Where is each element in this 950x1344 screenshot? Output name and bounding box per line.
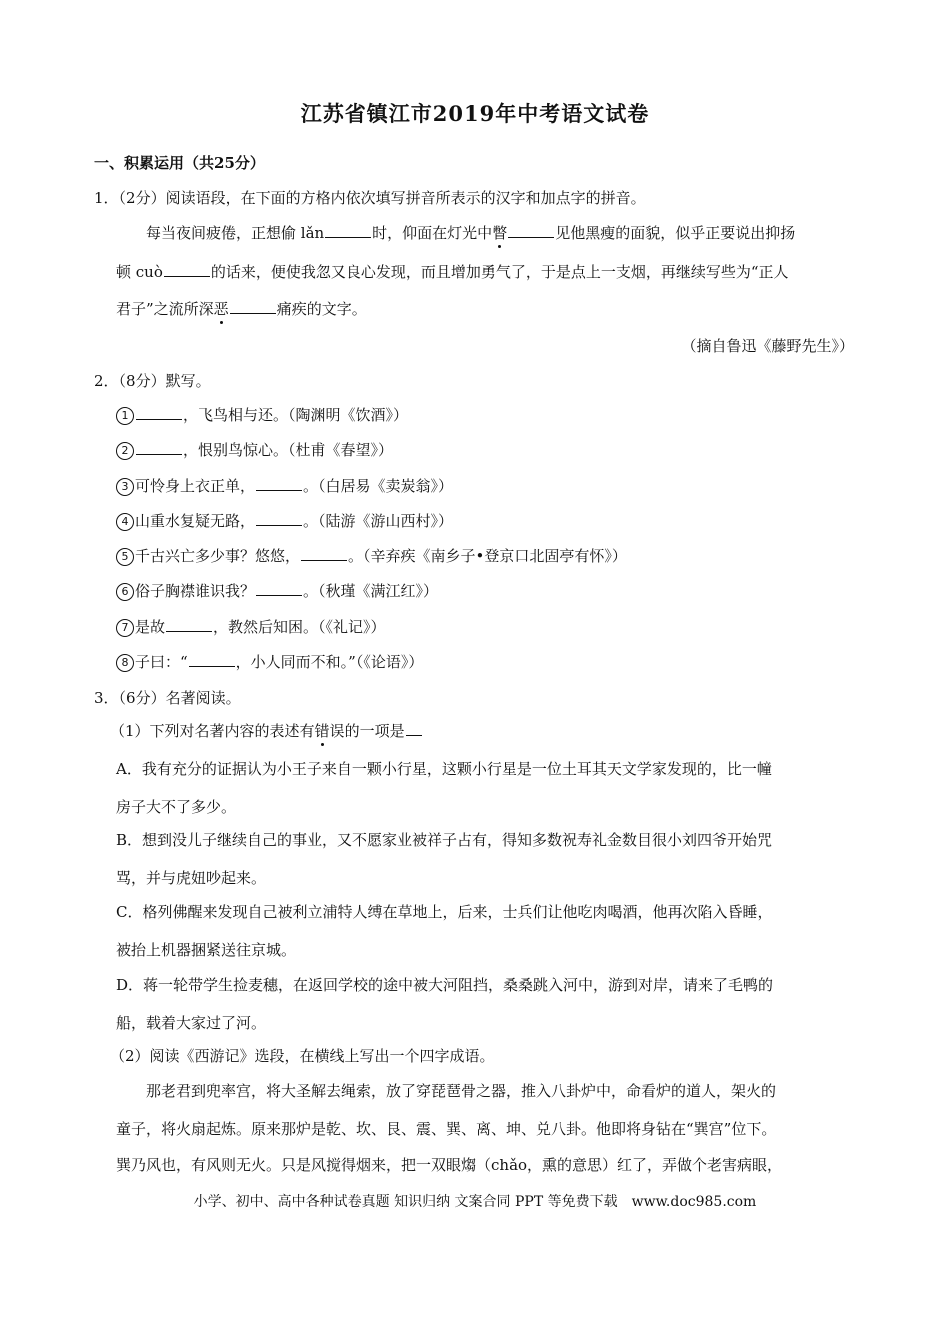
q3-heading: 3．（6分）名著阅读。	[94, 689, 241, 707]
recitation-item	[116, 652, 423, 672]
q1-heading: 1．（2分）阅读语段，在下面的方格内依次填写拼音所表示的汉字和加点字的拼音。	[94, 189, 646, 207]
answer-blank[interactable]	[136, 440, 182, 455]
recitation-item	[116, 617, 386, 637]
dotted-text: 有错误	[299, 722, 345, 740]
answer-blank[interactable]	[164, 262, 210, 277]
item-suffix: 。（白居易《卖炭翁》）	[303, 477, 454, 495]
item-number: 3	[116, 478, 134, 496]
answer-blank[interactable]	[136, 405, 182, 420]
q1-source: （摘自鲁迅《藤野先生》）	[681, 337, 854, 355]
option-c-line-2: 被抬上机器捆紧送往京城。	[116, 941, 297, 959]
q2-heading: 2．（8分）默写。	[94, 372, 211, 390]
answer-blank[interactable]	[256, 476, 302, 491]
recitation-item	[116, 511, 453, 531]
recitation-item	[116, 440, 393, 460]
item-prefix: 俗子胸襟谁识我？	[135, 582, 256, 600]
page-title: 江苏省镇江市2019年中考语文试卷	[300, 101, 650, 126]
answer-blank[interactable]	[166, 617, 212, 632]
answer-blank[interactable]	[301, 546, 347, 561]
option-a-line-2: 房子大不了多少。	[116, 798, 237, 816]
item-prefix: 子曰：“	[135, 653, 188, 671]
item-suffix: 。（辛弃疾《南乡子•登京口北固亭有怀》）	[348, 547, 627, 565]
footer-promo: 小学、初中、高中各种试卷真题 知识归纳 文案合同 PPT 等免费下载 www.doc985.com	[193, 1194, 757, 1210]
item-prefix: 千古兴亡多少事？悠悠，	[135, 547, 301, 565]
answer-blank[interactable]	[406, 721, 422, 736]
answer-blank[interactable]	[256, 511, 302, 526]
item-suffix: ，飞鸟相与还。（陶渊明《饮酒》）	[183, 406, 409, 424]
answer-blank[interactable]	[325, 223, 371, 238]
q1-passage-line-2: 顿 cuò 的话来，便使我忽又良心发现，而且增加勇气了，于是点上一支烟，再继续写些为“正人	[116, 263, 789, 281]
dotted-char: 恶	[213, 300, 229, 318]
passage-line-3: 巽乃风也，有风则无火。只是风搅得烟来，把一双眼煼（chǎo，熏的意思）红了，弄做个老害病眼，	[116, 1156, 783, 1174]
recitation-item	[116, 546, 627, 566]
q3-sub1: （1）下列对名著内容的表述有错误的一项是	[110, 721, 423, 741]
item-suffix: 。（陆游《游山西村》）	[303, 512, 454, 530]
passage-line-1: 那老君到兜率宫，将大圣解去绳索，放了穿琵琶骨之器，推入八卦炉中，命看炉的道人，架火的	[146, 1082, 777, 1100]
item-number: 5	[116, 548, 134, 566]
item-suffix: ，小人同而不和。”（《论语》）	[235, 653, 424, 671]
item-prefix: 可怜身上衣正单，	[135, 477, 256, 495]
q1-passage-line-1: 每当夜间疲倦，正想偷 lǎn 时，仰面在灯光中瞥 见他黑瘦的面貌，似乎正要说出抑扬	[146, 224, 796, 242]
recitation-item	[116, 581, 438, 601]
passage-line-2: 童子，将火扇起炼。原来那炉是乾、坎、艮、震、巽、离、坤、兑八卦。他即将身钻在“巽宫”位下。	[116, 1120, 777, 1138]
option-b-line-1: B．想到没儿子继续自己的事业，又不愿家业被祥子占有，得知多数祝寿礼金数目很小刘四爷开始咒	[116, 831, 773, 849]
item-suffix: 。（秋瑾《满江红》）	[303, 582, 439, 600]
item-number: 1	[116, 407, 134, 425]
section-heading: 一、积累运用（共25分）	[94, 154, 265, 172]
item-number: 8	[116, 654, 134, 672]
item-number: 7	[116, 619, 134, 637]
answer-blank[interactable]	[256, 581, 302, 596]
q1-passage-line-3: 君子”之流所深恶 痛疾的文字。	[116, 300, 367, 318]
recitation-item	[116, 405, 408, 425]
q3-sub2: （2）阅读《西游记》选段，在横线上写出一个四字成语。	[110, 1047, 495, 1065]
item-number: 2	[116, 442, 134, 460]
option-c-line-1: C．格列佛醒来发现自己被利立浦特人缚在草地上，后来，士兵们让他吃肉喝酒，他再次陷入昏睡，	[116, 903, 773, 921]
item-suffix: ，教然后知困。（《礼记》）	[213, 618, 386, 636]
answer-blank[interactable]	[508, 223, 554, 238]
option-b-line-2: 骂，并与虎妞吵起来。	[116, 869, 267, 887]
item-number: 6	[116, 583, 134, 601]
option-a-line-1: A．我有充分的证据认为小王子来自一颗小行星，这颗小行星是一位土耳其天文学家发现的，比一幢	[116, 760, 772, 778]
item-number: 4	[116, 513, 134, 531]
answer-blank[interactable]	[189, 652, 235, 667]
option-d-line-1: D．蒋一轮带学生捡麦穗，在返回学校的途中被大河阻挡，桑桑跳入河中，游到对岸，请来了毛鸭的	[116, 976, 774, 994]
answer-blank[interactable]	[230, 299, 276, 314]
item-prefix: 是故	[135, 618, 166, 636]
item-suffix: ，恨别鸟惊心。（杜甫《春望》）	[183, 441, 394, 459]
recitation-item	[116, 476, 453, 496]
dotted-char: 瞥	[492, 224, 508, 242]
item-prefix: 山重水复疑无路，	[135, 512, 256, 530]
option-d-line-2: 船，载着大家过了河。	[116, 1014, 267, 1032]
